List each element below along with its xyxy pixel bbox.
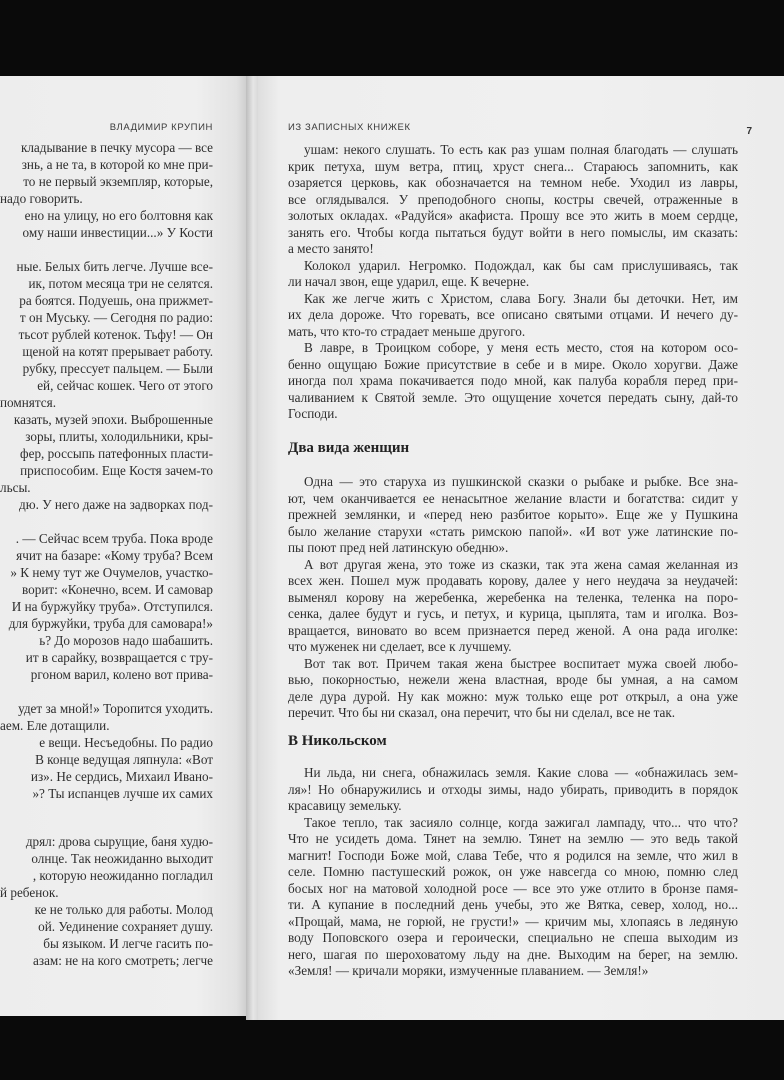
text-line: удет за мной!» Торопится уходить. [18,701,213,716]
paragraph [288,765,738,815]
text-line: ит в сарайку, возвращается с тру- [25,650,213,665]
text-line: В лавре, в Троицком соборе, у меня есть место, стоя на котором осо- [304,340,738,355]
text-line: » К нему тут же Очумелов, участко- [10,565,213,580]
running-header-book: ИЗ ЗАПИСНЫХ КНИЖЕК [288,122,411,133]
text-line: ные. Белых бить легче. Лучше все- [16,259,213,274]
text-line: дю. У него даже на задворках под- [19,497,213,512]
text-line: »? Ты испанцев лучше их самих [32,786,213,801]
text-line: аем. Еле дотащили. [0,718,110,733]
text-line: ворит: «Конечно, всем. И самовар [22,582,213,597]
text-line: Ни льда, ни снега, обнажилась земля. Какие слова — «обнажилась зем- [304,765,738,780]
text-line: пы поют пред ней латинскую обедню». [288,540,509,555]
text-line: чаливанием к Святой земле. Это ощущение хочется передать сыну, дай-то [288,389,738,405]
text-line: щеной на котят прерывает работу. [22,344,213,359]
text-line: т он Муську. — Сегодня по радио: [19,310,213,325]
text-line: него, шагая по шероховатому льду на дне. Выходим на берег, на землю. [288,946,738,962]
paragraph [288,474,738,557]
text-line: И на буржуйку труба». Отступился. [11,599,213,614]
paragraph [288,340,738,423]
text-line: крик петуха, шум ветра, птиц, хруст снега... Стараюсь запомнить, как [288,158,738,174]
text-line: ке не только для работы. Молод [34,902,213,917]
text-line: а место занято! [288,241,374,256]
text-line: ено на улицу, но его болтовня как [24,208,213,223]
text-line: сенка, далее будут и гусь, и петух, и курица, цыплята, там и иголка. Воз- [288,606,738,621]
text-line: зоры, плиты, холодильники, кры- [25,429,213,444]
text-line: все оглядывался. У преподобного снопы, костры свечей, отраженные в [288,191,738,207]
text-line: золотых окладах. «Радуйся» акафиста. Прошу все это жить в моем сердце, [288,208,738,223]
text-line: было желание старухи «стать римскою папой». «И вот уже латинские по- [288,523,738,539]
paragraph [288,258,738,291]
text-line: выменял корову на жеребенка, жеребенка на теленка, теленка на поро- [288,589,738,605]
text-line: мать, что кто-то страдает меньше другого. [288,323,526,339]
paragraph [288,557,738,656]
section-body [288,765,738,980]
text-line: помнятся. [0,395,57,410]
text-line: озаряется церковь, как обозначается на темном небе. Уходил из лавры, [288,175,738,190]
text-line: воду Поповского озера и героически, специально не спеша выходим из [288,930,738,945]
text-line: . — Сейчас всем труба. Пока вроде [15,531,213,546]
text-line: ь? До морозов надо шабашить. [39,633,213,648]
text-line: рубку, прессует пальцем. — Были [22,361,213,376]
text-line: надо говорить. [0,191,83,206]
text-line: льсы. [0,480,31,495]
text-line: В конце ведущая ляпнула: «Вот [35,752,213,767]
text-line: бы языком. И легче гасить по- [43,936,213,951]
text-line: олнце. Так неожиданно выходит [31,851,213,866]
text-line: ик, потом месяца три не селятся. [28,276,213,291]
text-line: ушам: некого слушать. То есть как раз ушам полная благодать — слушать [304,142,738,157]
text-line: тьсот рублей котенок. Тьфу! — Он [18,327,213,342]
section-heading: Два вида женщин [288,440,410,456]
section-body [288,474,738,722]
text-line: перечит. Что бы ни сказал, она перечит, что бы ни сделал, все не так. [288,705,676,720]
right-page [258,76,784,1020]
page-number: 7 [746,126,752,137]
section-body [288,142,738,423]
text-line: ей, сейчас кошек. Чего от этого [37,378,213,393]
text-line: магнит! Господи Боже мой, слава Тебе, что я родился на земле, что жил в [288,847,738,863]
running-header-author: ВЛАДИМИР КРУПИН [109,122,213,133]
text-line: ля»! Но обнаружились и отходы зимы, надо убирать, приводить в порядок [288,781,738,797]
text-line: Вот так вот. Причем такая жена быстрее воспитает мужа своей любо- [304,655,738,671]
text-line: их дела дороже. Что горевать, все описано святыми отцами. И нечего ду- [288,307,738,322]
text-line: то не первый экземпляр, которые, [23,174,213,189]
text-line: казать, музей эпохи. Выброшенные [13,412,213,427]
text-line: ой. Уединение сохраняет душу. [38,919,213,934]
text-line: для буржуйки, труба для самовара!» [8,616,213,631]
text-line: прежней землянки, и «перед нею разбитое корыто». Еще же у Пушкина [288,507,738,522]
text-line: вращается, виновато во всем признается перед женой. А она рада иголке: [288,622,738,638]
text-line: красавицу земельку. [288,798,402,813]
text-line: занять его. Чтобы когда пытаться будут войти в него помыслы, им сказать: [288,224,738,240]
text-line: Одна — это старуха из пушкинской сказки о рыбаке и рыбке. Все зна- [304,474,738,489]
text-line: А вот другая жена, это тоже из сказки, так эта жена самая желанная из [304,556,738,572]
left-page [0,76,246,1016]
text-line: ому наши инвестиции...» У Кости [22,225,213,240]
text-line: кладывание в печку мусора — все [20,140,213,155]
text-line: деле дура дурой. Ну как можно: муж только еще рот открыл, а она уже [288,688,738,704]
text-line: ти. А купание в последний день учебы, это же Вятка, север, холод, но... [288,897,738,912]
text-line: Колокол ударил. Негромко. Подождал, как бы сам прислушиваясь, так [304,257,738,273]
text-line: знь, а не та, в которой ко мне при- [21,157,213,172]
text-line: Господи. [288,406,338,421]
text-line: е вещи. Несъедобны. По радио [39,735,213,750]
book-fold [246,76,258,1020]
paragraph [288,291,738,341]
text-line: дрял: дрова сырущие, баня худю- [25,834,213,849]
text-line: ли начал звон, еще ударил, еще. К вечерне. [288,274,530,289]
paragraph [288,656,738,722]
section-heading: В Никольском [288,733,387,749]
text-line: бенно ощущаю Божие присутствие в себе и в мире. Около хоругви. Даже [288,356,738,372]
text-line: вью, покорностью, нежели жена властная, вроде бы умная, а на самом [288,672,738,687]
text-line: «Земля! — кричали моряки, измученные плаванием. — Земля!» [288,963,649,978]
text-line: азам: не на кого смотреть; легче [33,953,213,968]
text-line: фер, россыпь патефонных пласти- [20,446,213,461]
text-line: й ребенок. [0,885,59,900]
paragraph [288,142,738,258]
text-line: Как же легче жить с Христом, слава Богу. Знали бы деточки. Нет, им [304,290,738,306]
text-line: ячит на базаре: «Кому труба? Всем [16,548,213,563]
paragraph [288,815,738,980]
text-line: селе. Помню пастушеский рожок, он уже навсегда со мною, помню след [288,864,738,879]
text-line: , которую неожиданно погладил [32,868,213,883]
text-line: босых ног на матовой холодной росе — все это уже отлито в бронзе памя- [288,880,738,896]
text-line: что муженек ни сделает, все к лучшему. [288,639,512,654]
text-line: Что не усидеть дома. Тянет на землю. Тянет на землю — это ведь такой [288,831,738,846]
text-line: из». Не сердись, Михаил Ивано- [30,769,213,784]
text-line: «Прощай, мама, не горюй, не грусти!» — кричим мы, хлопаясь в ледяную [288,913,738,929]
text-line: приспособим. Еще Костя зачем-то [20,463,213,478]
text-line: ргоном варил, колено вот прива- [30,667,213,682]
text-line: всех жен. Пошел муж продавать корову, далее у него неудача за неудачей: [288,573,738,588]
text-line: ра боятся. Подуешь, она прижмет- [19,293,213,308]
text-line: иногда пол храма покачивается подо мной, как палуба корабля перед при- [288,373,738,388]
text-line: Такое тепло, так засияло солнце, когда зажигал лампаду, что... что что? [304,814,738,830]
text-line: ют, чем оканчивается ее ненасытное желание власти и богатства: сидит у [288,490,738,506]
